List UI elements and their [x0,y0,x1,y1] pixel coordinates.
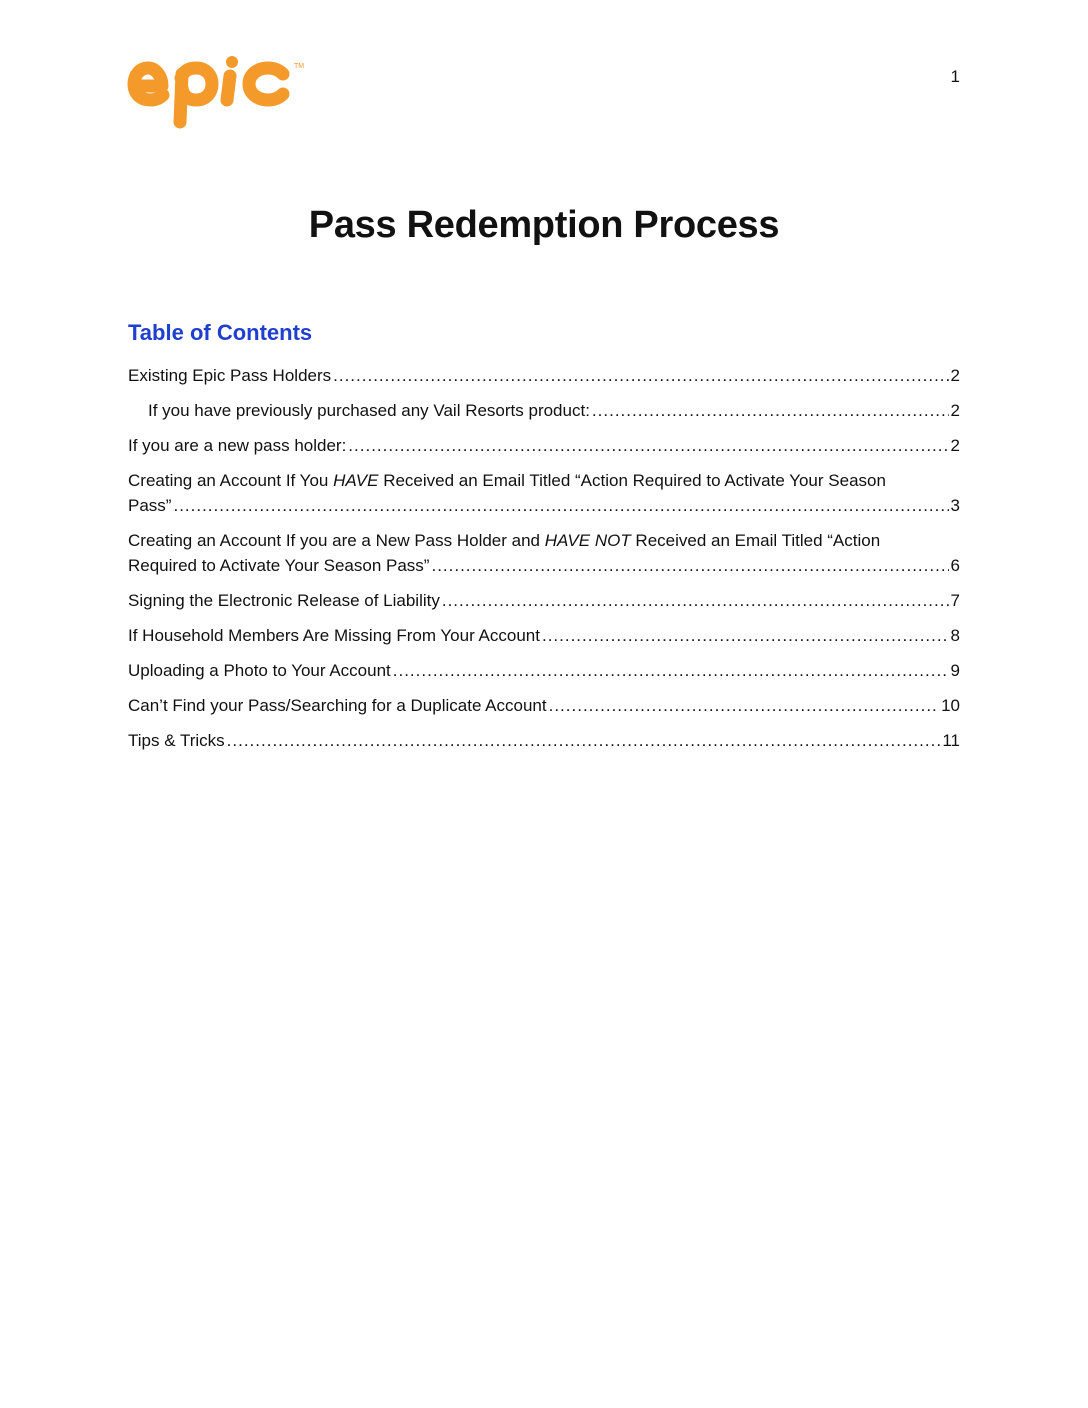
toc-entry-label: If you are a new pass holder: [128,436,347,455]
toc-entry-upload-photo[interactable] [128,658,960,683]
toc-leader-dots [542,623,949,648]
toc-entry-label: Existing Epic Pass Holders [128,366,332,385]
epic-logo [126,56,310,132]
page-number: 1 [950,67,960,86]
toc-heading: Table of Contents [128,320,313,345]
toc-entry-label: If you have previously purchased any Vail Resorts product: [148,401,590,420]
toc-entry-label: Can’t Find your Pass/Searching for a Duplicate Account [128,696,547,715]
toc-entry-label-line1: Creating an Account If You HAVE Received an Email Titled “Action Required to Activate Your Season [128,471,886,490]
toc-leader-dots [333,363,948,388]
toc-leader-dots [442,588,949,613]
toc-entry-page: 3 [950,496,960,515]
toc-leader-dots [549,693,939,718]
toc-entry-existing-holders[interactable] [128,363,960,388]
toc-entry-have-received-email[interactable] [128,468,960,518]
toc-entry-label-line2: Pass” [128,496,172,515]
toc-entry-previous-purchase[interactable] [128,398,960,423]
toc-entry-page: 9 [950,661,960,680]
toc-entry-label: Tips & Tricks [128,731,225,750]
toc-leader-dots [393,658,949,683]
trademark-mark: TM [294,63,305,70]
toc-entry-label-line2: Required to Activate Your Season Pass” [128,556,430,575]
toc-leader-dots [348,433,948,458]
toc-entry-label: If Household Members Are Missing From Your Account [128,626,540,645]
toc-leader-dots [592,398,949,423]
toc-entry-label-line1: Creating an Account If you are a New Pass Holder and HAVE NOT Received an Email Titled “Action [128,531,881,550]
toc-entry-page: 2 [950,436,960,455]
toc-leader-dots [227,728,941,753]
toc-leader-dots [431,553,948,578]
toc-entry-household-members[interactable] [128,623,960,648]
toc-entry-page: 6 [950,556,960,575]
toc-entry-page: 11 [942,731,960,750]
toc-entry-label: Uploading a Photo to Your Account [128,661,391,680]
toc-entry-page: 2 [950,401,960,420]
table-of-contents [128,363,960,753]
toc-entry-label: Signing the Electronic Release of Liability [128,591,440,610]
toc-entry-page: 2 [950,366,960,385]
toc-entry-duplicate-account[interactable] [128,693,960,718]
toc-entry-tips-tricks[interactable] [128,728,960,753]
page-title: Pass Redemption Process [308,204,780,246]
toc-entry-page: 8 [950,626,960,645]
toc-entry-page: 10 [941,696,960,715]
toc-entry-release-of-liability[interactable] [128,588,960,613]
toc-entry-new-holder[interactable] [128,433,960,458]
toc-leader-dots [173,493,948,518]
toc-entry-page: 7 [950,591,960,610]
toc-entry-have-not-received-email[interactable] [128,528,960,578]
